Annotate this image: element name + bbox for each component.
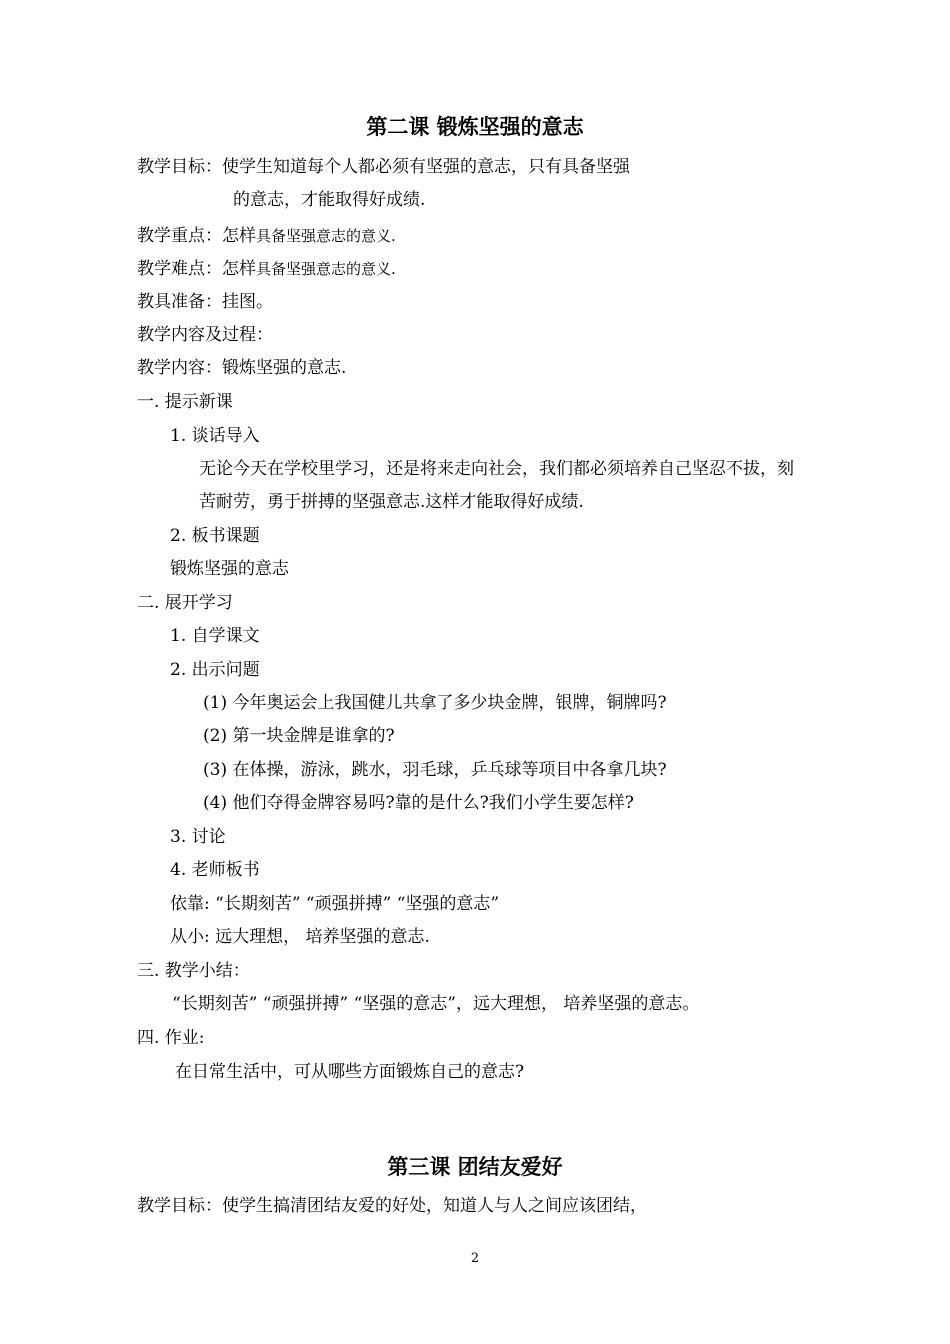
lesson3-goal-line	[137, 1195, 647, 1217]
question-4: (4) 他们夺得金牌容易吗?靠的是什么?我们小学生要怎样?	[203, 793, 634, 813]
section-1-paragraph-line-2: 苦耐劳，勇于拼搏的坚强意志.这样才能取得好成绩.	[199, 492, 584, 512]
content-text: 锻炼坚强的意志.	[222, 358, 347, 378]
section-1-item-1: 1. 谈话导入	[170, 426, 260, 446]
key-text-a: 怎样	[222, 226, 256, 246]
difficulty-line	[137, 258, 396, 280]
question-3: (3) 在体操，游泳，跳水，羽毛球，乒乓球等项目中各拿几块?	[203, 760, 667, 780]
section-3-summary: “长期刻苦” “顽强拼搏” “坚强的意志”，远大理想， 培养坚强的意志。	[172, 994, 700, 1014]
difficulty-label: 教学难点：	[137, 259, 222, 279]
board-line-2: 从小: 远大理想， 培养坚强的意志.	[170, 927, 430, 947]
section-1-paragraph-line-1: 无论今天在学校里学习，还是将来走向社会，我们都必须培养自己坚忍不拔，刻	[199, 459, 794, 479]
section-4-heading: 四. 作业:	[137, 1028, 205, 1048]
section-2-item-3: 3. 讨论	[170, 827, 226, 847]
section-1-heading: 一. 提示新课	[137, 392, 233, 412]
board-line-1: 依靠: “长期刻苦” “顽强拼搏” “坚强的意志”	[170, 894, 500, 914]
difficulty-text-a: 怎样	[222, 259, 256, 279]
key-label: 教学重点：	[137, 226, 222, 246]
key-text-b: 具备坚强意志的意义.	[256, 227, 396, 245]
homework-text: 在日常生活中，可从哪些方面锻炼自己的意志?	[175, 1062, 525, 1082]
key-point-line	[137, 225, 396, 247]
question-1: (1) 今年奥运会上我国健儿共拿了多少块金牌，银牌，铜牌吗?	[203, 693, 667, 713]
lesson3-title: 第三课 团结友爱好	[387, 1155, 563, 1179]
difficulty-text-b: 具备坚强意志的意义.	[256, 260, 396, 278]
section-2-item-1: 1. 自学课文	[170, 626, 260, 646]
section-2-item-4: 4. 老师板书	[170, 860, 260, 880]
section-3-heading: 三. 教学小结：	[137, 961, 250, 981]
content-label: 教学内容：	[137, 358, 222, 378]
goal-text: 使学生知道每个人都必须有坚强的意志，只有具备坚强	[222, 157, 630, 177]
goal-continuation: 的意志，才能取得好成绩.	[233, 190, 426, 210]
lesson2-title: 第二课 锻炼坚强的意志	[366, 115, 584, 139]
page-number: 2	[470, 1251, 480, 1266]
content-line	[137, 357, 346, 379]
lesson3-goal-text: 使学生搞清团结友爱的好处，知道人与人之间应该团结，	[222, 1196, 647, 1216]
goal-line	[137, 156, 630, 178]
section-2-item-2: 2. 出示问题	[170, 660, 260, 680]
goal-label: 教学目标：	[137, 157, 222, 177]
lesson3-goal-label: 教学目标：	[137, 1196, 222, 1216]
tools-line: 教具准备：挂图。	[137, 292, 273, 312]
question-2: (2) 第一块金牌是谁拿的?	[203, 726, 395, 746]
section-2-heading: 二. 展开学习	[137, 593, 233, 613]
section-1-item-2: 2. 板书课题	[170, 526, 260, 546]
process-label: 教学内容及过程：	[137, 325, 273, 345]
section-1-board-title: 锻炼坚强的意志	[170, 559, 289, 579]
